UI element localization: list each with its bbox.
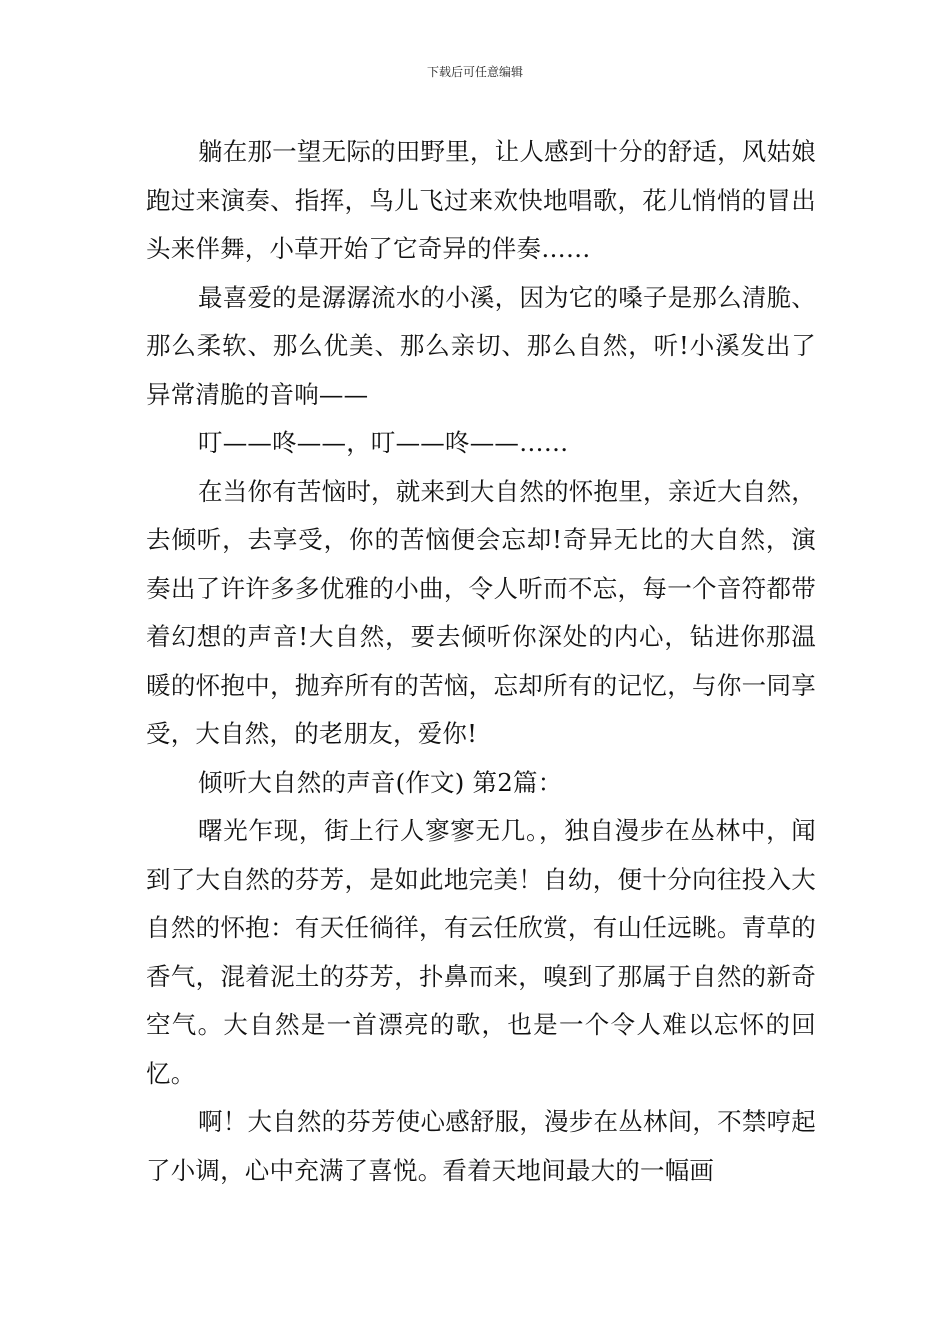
paragraph: 啊！大自然的芬芳使心感舒服，漫步在丛林间，不禁哼起了小调，心中充满了喜悦。看着天地间最大的一幅画 [146, 1107, 816, 1185]
section-heading: 倾听大自然的声音(作文) 第2篇： [198, 767, 563, 797]
paragraph: 曙光乍现，街上行人寥寥无几。，独自漫步在丛林中，闻到了大自然的芬芳，是如此地完美！自幼，便十分向往投入大自然的怀抱：有天任徜徉，有云任欣赏，有山任远眺。青草的香气，混着泥土的芬芳，扑鼻而来，嗅到了那属于自然的新奇空气。大自然是一首漂亮的歌，也是一个令人难以忘怀的回忆。 [146, 816, 816, 1088]
paragraph: 最喜爱的是潺潺流水的小溪，因为它的嗓子是那么清脆、那么柔软、那么优美、那么亲切、那么自然，听!小溪发出了异常清脆的音响—— [146, 282, 816, 409]
paragraph: 在当你有苦恼时，就来到大自然的怀抱里，亲近大自然，去倾听，去享受，你的苦恼便会忘却!奇异无比的大自然，演奏出了许许多多优雅的小曲，令人听而不忘，每一个音符都带着幻想的声音!大自然，要去倾听你深处的内心，钻进你那温暖的怀抱中，抛弃所有的苦恼，忘却所有的记忆，与你一同享受，大自然，的老朋友，爱你! [146, 476, 816, 748]
page-header: 下载后可任意编辑 [426, 65, 523, 79]
document-body [146, 128, 816, 1195]
paragraph: 叮——咚——，叮——咚——…… [198, 428, 569, 457]
paragraph: 躺在那一望无际的田野里，让人感到十分的舒适，风姑娘跑过来演奏、指挥，鸟儿飞过来欢快地唱歌，花儿悄悄的冒出头来伴舞，小草开始了它奇异的伴奏…… [146, 137, 816, 263]
